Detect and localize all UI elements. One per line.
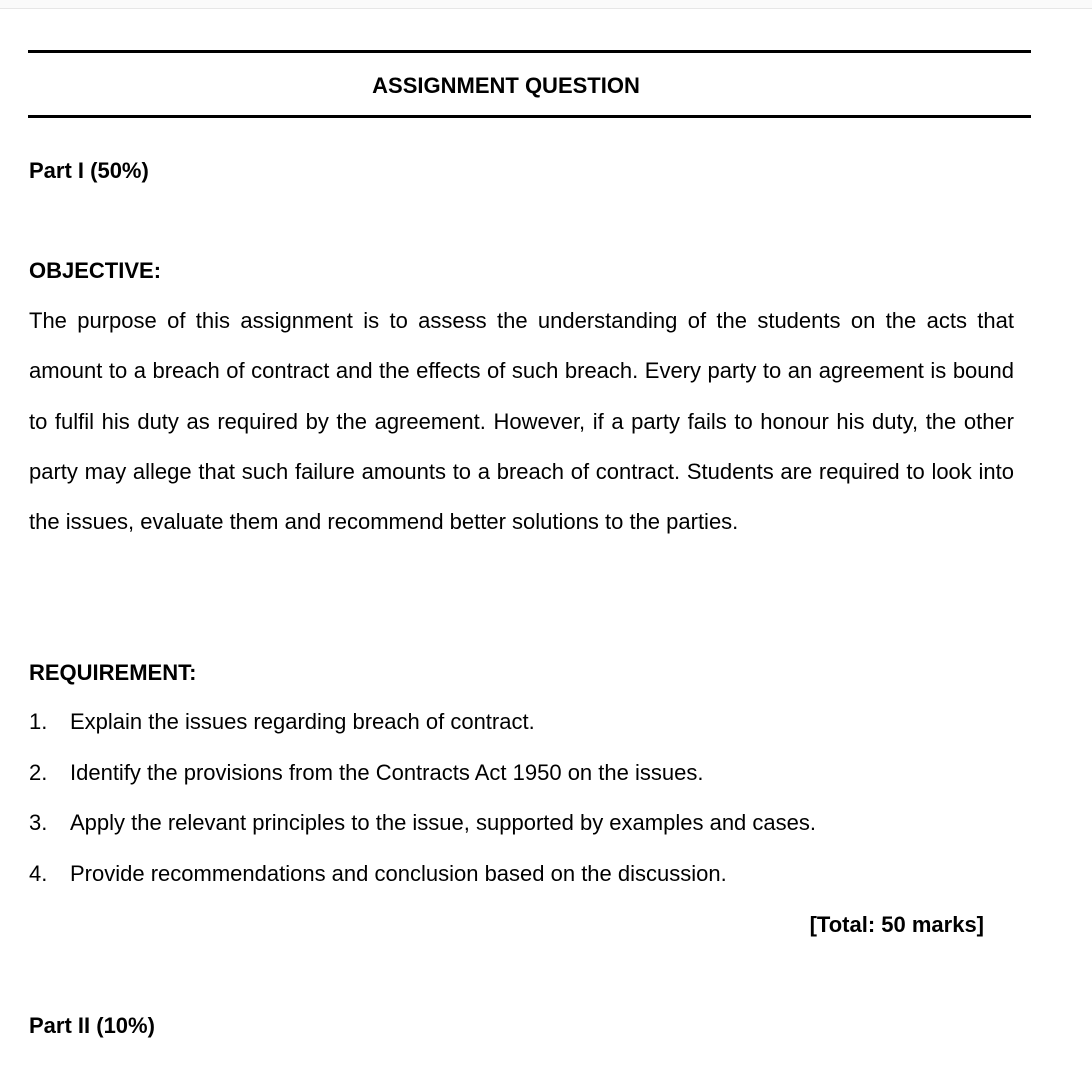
page-top-edge (0, 0, 1092, 9)
requirement-number: 4. (29, 860, 48, 886)
objective-heading: OBJECTIVE: (29, 258, 162, 283)
requirement-item (29, 697, 1009, 748)
title-top-rule (28, 50, 1031, 53)
requirement-number: 3. (29, 810, 48, 836)
requirement-item (29, 849, 1009, 900)
document-title: ASSIGNMENT QUESTION (372, 73, 640, 98)
requirement-text: Identify the provisions from the Contracts Act 1950 on the issues. (70, 759, 704, 785)
requirement-number: 1. (29, 709, 48, 734)
requirement-text: Provide recommendations and conclusion based on the discussion. (70, 860, 727, 886)
title-bottom-rule (28, 115, 1031, 118)
requirement-number: 2. (29, 759, 48, 785)
total-marks: [Total: 50 marks] (809, 912, 984, 937)
requirement-text: Explain the issues regarding breach of contract. (70, 709, 535, 734)
objective-paragraph: The purpose of this assignment is to assess the understanding of the students on the acts that amount to a breach of contract and the effects of such breach. Every party to an agreement is bound to fulfil his duty as required by the agreement. However, if a party fails to honour his duty, the other party may allege that such failure amounts to a breach of contract. Students are required to look into the issues, evaluate them and recommend better solutions to the parties. (29, 308, 1014, 535)
requirement-item (29, 748, 1009, 799)
part-2-heading: Part II (10%) (29, 1013, 155, 1038)
requirement-text: Apply the relevant principles to the issue, supported by examples and cases. (70, 810, 816, 836)
part-1-heading: Part I (50%) (29, 158, 149, 183)
requirement-heading: REQUIREMENT: (29, 660, 197, 685)
requirement-item (29, 798, 1009, 849)
requirement-list (29, 697, 1009, 899)
